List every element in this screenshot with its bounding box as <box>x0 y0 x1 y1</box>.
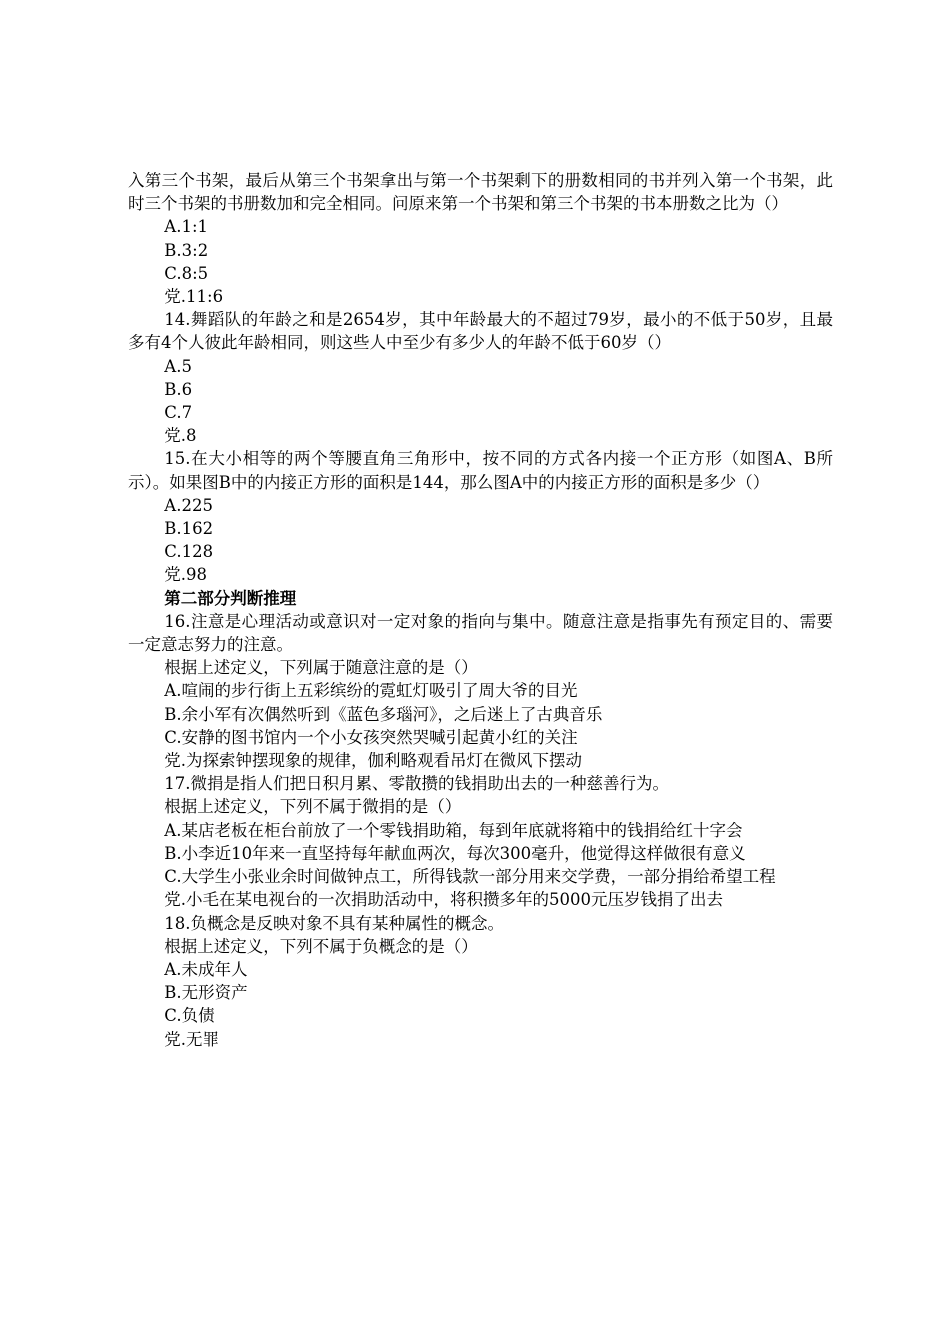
q16-prompt: 根据上述定义，下列属于随意注意的是（） <box>164 658 478 678</box>
q15-option-d: 党.98 <box>164 565 208 585</box>
q13-stem-continuation: 入第三个书架，最后从第三个书架拿出与第一个书架剩下的册数相同的书并列入第一个书架，此时三个书架的书册数加和完全相同。问原来第一个书架和第三个书架的书本册数之比为（） <box>128 171 833 214</box>
q16-option-a: A.喧闹的步行街上五彩缤纷的霓虹灯吸引了周大爷的目光 <box>164 681 578 701</box>
q15-option-b: B.162 <box>164 519 214 539</box>
q16-stem: 16.注意是心理活动或意识对一定对象的指向与集中。随意注意是指事先有预定目的、需要一定意志努力的注意。 <box>128 611 833 655</box>
q17-option-d: 党.小毛在某电视台的一次捐助活动中，将积攒多年的5000元压岁钱捐了出去 <box>164 890 724 910</box>
q15-stem: 15.在大小相等的两个等腰直角三角形中，按不同的方式各内接一个正方形（如图A、B所示）。如果图B中的内接正方形的面积是144，那么图A中的内接正方形的面积是多少（） <box>128 449 833 492</box>
q17-option-a: A.某店老板在柜台前放了一个零钱捐助箱，每到年底就将箱中的钱捐给红十字会 <box>164 820 743 840</box>
q14-option-b: B.6 <box>164 379 193 399</box>
q16-option-d: 党.为探索钟摆现象的规律，伽利略观看吊灯在微风下摆动 <box>164 751 583 771</box>
q14-option-c: C.7 <box>164 403 193 423</box>
q13-option-b: B.3:2 <box>164 240 209 260</box>
q17-prompt: 根据上述定义，下列不属于微捐的是（） <box>164 797 462 817</box>
q18-option-d: 党.无罪 <box>164 1029 220 1049</box>
document-page <box>128 169 833 1051</box>
q14-option-a: A.5 <box>164 356 192 376</box>
q15-option-a: A.225 <box>164 495 213 515</box>
q14-option-d: 党.8 <box>164 426 197 446</box>
q16-option-b: B.余小军有次偶然听到《蓝色多瑙河》，之后迷上了古典音乐 <box>164 704 603 724</box>
q16-option-c: C.安静的图书馆内一个小女孩突然哭喊引起黄小红的关注 <box>164 727 578 747</box>
q13-option-d: 党.11:6 <box>164 287 224 307</box>
q17-option-c: C.大学生小张业余时间做钟点工，所得钱款一部分用来交学费，一部分捐给希望工程 <box>164 867 776 887</box>
q18-option-c: C.负债 <box>164 1006 215 1026</box>
q13-option-c: C.8:5 <box>164 263 209 283</box>
q17-stem: 17.微捐是指人们把日积月累、零散攒的钱捐助出去的一种慈善行为。 <box>164 774 670 794</box>
q15-option-c: C.128 <box>164 542 214 562</box>
q14-stem: 14.舞蹈队的年龄之和是2654岁，其中年龄最大的不超过79岁，最小的不低于50岁，且最多有4个人彼此年龄相同，则这些人中至少有多少人的年龄不低于60岁（） <box>128 310 833 353</box>
q18-stem: 18.负概念是反映对象不具有某种属性的概念。 <box>164 913 505 933</box>
q13-option-a: A.1:1 <box>164 217 209 237</box>
section-heading: 第二部分判断推理 <box>164 588 297 608</box>
q18-prompt: 根据上述定义，下列不属于负概念的是（） <box>164 936 478 956</box>
q18-option-b: B.无形资产 <box>164 983 248 1003</box>
q18-option-a: A.未成年人 <box>164 959 248 979</box>
q17-option-b: B.小李近10年来一直坚持每年献血两次，每次300毫升，他觉得这样做很有意义 <box>164 843 746 863</box>
